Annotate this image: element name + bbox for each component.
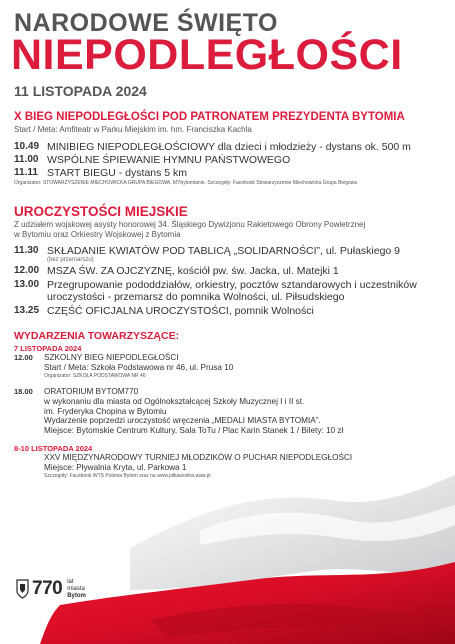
wydarzenia-date-2: 8-10 LISTOPADA 2024 [14, 444, 93, 453]
bieg-subtitle: Start / Meta: Amfiteatr w Parku Miejskim im. hm. Franciszka Kachla [14, 125, 252, 134]
event-line: im. Fryderyka Chopina w Bytomiu [44, 406, 167, 416]
item-time: 12.00 [14, 265, 40, 276]
uroczystosci-item [14, 305, 445, 317]
event-2 [14, 387, 434, 436]
bieg-title: X BIEG NIEPODLEGŁOŚCI POD PATRONATEM PREZYDENTA BYTOMIA [14, 111, 405, 123]
uroczystosci-item [14, 265, 445, 277]
logo-word-2: miasta [67, 585, 85, 592]
item-desc: MINIBIEG NIEPODLEGŁOŚCIOWY dla dzieci i młodzieży - dystans ok. 500 m [47, 141, 411, 153]
item-time: 11.00 [14, 154, 39, 165]
event-title: XXV MIĘDZYNARODOWY TURNIEJ MŁODZIKÓW O PUCHAR NIEPODLEGŁOŚCI [44, 453, 353, 462]
item-time: 11.11 [14, 167, 38, 178]
header-title-line2: NIEPODLEGŁOŚCI [11, 31, 403, 79]
bytom-crest-icon [16, 579, 29, 599]
uroczystosci-item [14, 245, 445, 264]
event-place: Miejsce: Pływalnia Kryta, ul. Parkowa 1 [44, 462, 187, 472]
item-desc: CZĘŚĆ OFICJALNA UROCZYSTOŚCI, pomnik Wolności [47, 305, 314, 317]
logo-number: 770 [32, 578, 63, 599]
event-time: 12.00 [14, 353, 33, 362]
header-title-line1: NARODOWE ŚWIĘTO [14, 9, 278, 37]
logo-word-3: Bytom [67, 592, 86, 599]
item-note: (bez przemarszu) [47, 257, 94, 263]
bieg-item [14, 154, 445, 166]
event-place: Start / Meta: Szkoła Podstawowa nr 46, ul. Prusa 10 [44, 362, 234, 372]
item-time: 11.30 [14, 245, 39, 256]
uroczystosci-subtitle-1: Z udziałem wojskowej asysty honorowej 34. Śląskiego Dywizjonu Rakietowego Obrony Powietrznej [14, 220, 366, 229]
item-desc: WSPÓLNE ŚPIEWANIE HYMNU PAŃSTWOWEGO [47, 154, 291, 166]
item-desc: START BIEGU - dystans 5 km [47, 167, 188, 179]
event-line: Wydarzenie poprzedzi uroczystość wręczenia „MEDALI MIASTA BYTOMIA”. [44, 416, 321, 426]
item-time: 13.00 [14, 279, 40, 290]
event-organizer: Szczegóły: Facebook WTS Polonia Bytom oraz na www.pilkawodna.waw.pl [44, 472, 211, 479]
event-line: w wykonaniu dla miasta od Ogólnokształcącej Szkoły Muzycznej I i II st. [44, 396, 305, 406]
header-date: 11 LISTOPADA 2024 [14, 83, 147, 99]
bieg-item [14, 167, 445, 179]
uroczystosci-item [14, 279, 445, 303]
item-desc: MSZA ŚW. ZA OJCZYZNĘ, kościół pw. św. Jacka, ul. Matejki 1 [47, 265, 339, 277]
event-title: SZKOLNY BIEG NIEPODLEGŁOŚCI [44, 353, 179, 362]
bieg-item [14, 141, 445, 153]
wydarzenia-date-1: 7 LISTOPADA 2024 [14, 344, 82, 353]
item-desc: SKŁADANIE KWIATÓW POD TABLICĄ „SOLIDARNOŚCI”, ul. Pułaskiego 9 [47, 245, 401, 257]
item-time: 13.25 [14, 305, 40, 316]
wydarzenia-title: WYDARZENIA TOWARZYSZĄCE: [14, 330, 180, 342]
item-desc: Przegrupowanie pododdziałów, orkiestry, pocztów sztandarowych i uczestników uroczystości - przemarsz do pomnika Wolności, ul. Piłsudskiego [47, 279, 417, 303]
logo-word-1: lat [67, 578, 74, 585]
item-time: 10.49 [14, 141, 40, 152]
event-organizer: Organizator: SZKOŁA PODSTAWOWA NR 46 [44, 372, 146, 379]
uroczystosci-subtitle-2: w Bytomiu oraz Orkiestry Wojskowej z Bytomia [14, 230, 181, 239]
event-line: Miejsce: Bytomskie Centrum Kultury, Sala ToTu / Plac Karin Stanek 1 / Bilety: 10 zł [44, 426, 344, 436]
polish-flag-image [0, 470, 455, 644]
event-time: 18.00 [14, 387, 33, 396]
event-title: ORATORIUM BYTOM770 [44, 387, 139, 396]
bytom-770-logo [16, 578, 86, 600]
bieg-organizer: Organizator: STOWARZYSZENIE MIECHOWICKA GRUPA BIEGOWA, MYbytomianie. Szczegóły: Facebook Stowarzyszenie Miechowicka Grupa Biegowa [14, 180, 358, 186]
uroczystosci-title: UROCZYSTOŚCI MIEJSKIE [14, 204, 188, 219]
event-1 [14, 353, 434, 379]
